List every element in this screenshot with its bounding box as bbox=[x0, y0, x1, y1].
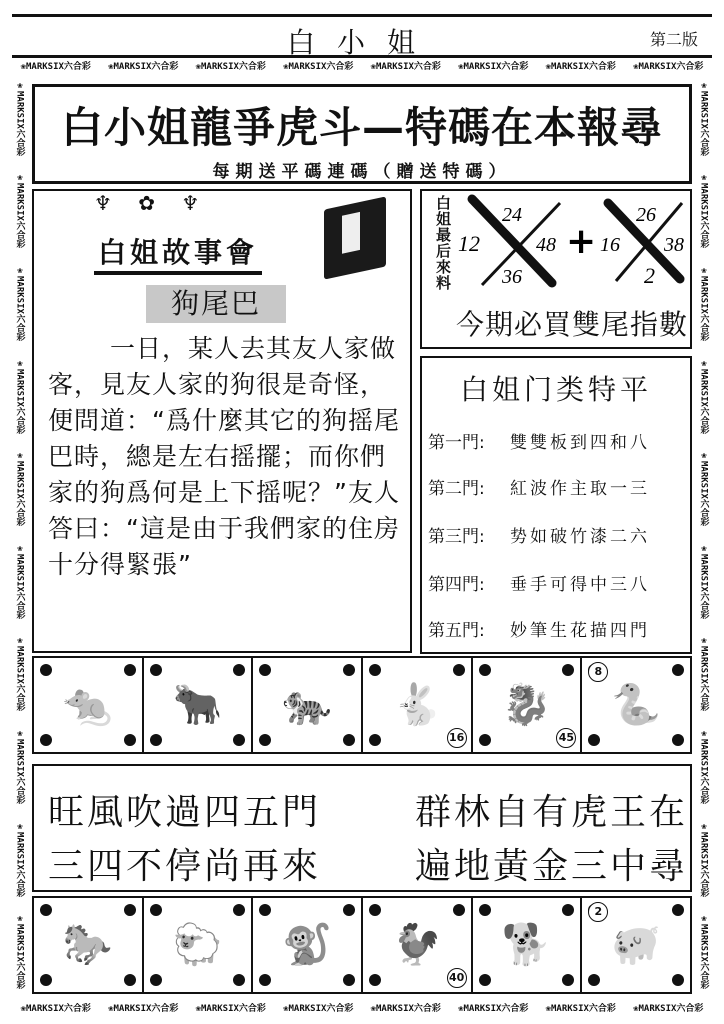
flower-icon: ❀ bbox=[545, 1003, 551, 1014]
flower-icon: ❀ bbox=[699, 728, 709, 739]
corner-dot bbox=[588, 734, 600, 746]
border-text: MARKSIX六合彩 bbox=[14, 646, 25, 712]
flower-icon: ❀ bbox=[633, 1003, 639, 1014]
zodiac-row-top bbox=[32, 656, 692, 754]
border-unit bbox=[698, 905, 711, 998]
border-unit bbox=[537, 1001, 625, 1014]
border-text: MARKSIX六合彩 bbox=[463, 1003, 529, 1014]
flower-icon: ❀ bbox=[458, 1003, 464, 1014]
border-text: MARKSIX六合彩 bbox=[375, 61, 441, 72]
flower-icon: ❀ bbox=[699, 451, 709, 462]
corner-dot bbox=[124, 904, 136, 916]
corner-dot bbox=[259, 734, 271, 746]
border-text: MARKSIX六合彩 bbox=[288, 61, 354, 72]
border-strip-top bbox=[12, 58, 712, 72]
corner-dot bbox=[150, 664, 162, 676]
corner-dot bbox=[259, 974, 271, 986]
monkey-icon: 🐒 bbox=[282, 922, 333, 968]
border-strip-bottom bbox=[12, 1000, 712, 1014]
poem-line-1b: 群林自有虎王在 bbox=[414, 792, 688, 833]
border-text: MARKSIX六合彩 bbox=[698, 553, 709, 619]
numbers-vertical-label: 白姐最后來料 bbox=[434, 195, 452, 291]
flower-icon: ❀ bbox=[20, 61, 26, 72]
border-unit bbox=[14, 720, 27, 813]
border-text: MARKSIX六合彩 bbox=[25, 1003, 91, 1014]
corner-dot bbox=[479, 664, 491, 676]
flower-icon: ❀ bbox=[283, 1003, 289, 1014]
zodiac-cell-ox bbox=[144, 658, 254, 752]
border-unit bbox=[698, 350, 711, 443]
border-text: MARKSIX六合彩 bbox=[14, 90, 25, 156]
flower-icon: ❀ bbox=[699, 173, 709, 184]
border-unit bbox=[100, 59, 188, 72]
border-strip-left bbox=[12, 72, 28, 998]
number-top-2: 26 bbox=[636, 204, 656, 226]
border-text: MARKSIX六合彩 bbox=[14, 831, 25, 897]
pig-icon: 🐖 bbox=[611, 922, 662, 968]
page-header bbox=[12, 14, 712, 58]
gate-name: 第五門: bbox=[428, 621, 485, 641]
goat-icon: 🐑 bbox=[172, 922, 223, 968]
flower-icon: ❀ bbox=[15, 173, 25, 184]
corner-dot bbox=[453, 904, 465, 916]
headline: 白小姐龍爭虎斗—特碼在本報尋 bbox=[60, 103, 663, 152]
number-left-2: 16 bbox=[600, 234, 620, 256]
border-text: MARKSIX六合彩 bbox=[288, 1003, 354, 1014]
border-text: MARKSIX六合彩 bbox=[463, 61, 529, 72]
subheadline: 每期送平碼連碼（贈送特碼） bbox=[212, 162, 512, 182]
border-text: MARKSIX六合彩 bbox=[25, 61, 91, 72]
flower-icon: ❀ bbox=[699, 358, 709, 369]
corner-dot bbox=[672, 664, 684, 676]
flower-icon: ❀ bbox=[699, 80, 709, 91]
border-text: MARKSIX六合彩 bbox=[698, 276, 709, 341]
number-bottom-1: 36 bbox=[502, 266, 522, 288]
border-text: MARKSIX六合彩 bbox=[698, 368, 709, 434]
numbers-panel bbox=[420, 189, 692, 349]
flower-icon: ❀ bbox=[699, 636, 709, 647]
corner-dot bbox=[479, 974, 491, 986]
book-icon bbox=[324, 196, 386, 279]
horse-icon: 🐎 bbox=[62, 922, 113, 968]
flower-icon: ❀ bbox=[370, 1003, 376, 1014]
corner-dot bbox=[479, 904, 491, 916]
border-unit bbox=[537, 59, 625, 72]
border-unit bbox=[275, 59, 363, 72]
border-unit bbox=[362, 59, 450, 72]
border-text: MARKSIX六合彩 bbox=[113, 61, 179, 72]
corner-dot bbox=[453, 664, 465, 676]
flower-icon: ❀ bbox=[195, 61, 201, 72]
border-unit bbox=[14, 165, 27, 258]
zodiac-cell-tiger bbox=[253, 658, 363, 752]
flower-icon: ❀ bbox=[15, 543, 25, 554]
border-unit bbox=[14, 350, 27, 443]
border-unit bbox=[187, 59, 275, 72]
border-unit bbox=[14, 72, 27, 165]
zodiac-cell-rat bbox=[34, 658, 144, 752]
border-unit bbox=[698, 442, 711, 535]
corner-dot bbox=[233, 734, 245, 746]
flower-icon: ❀ bbox=[458, 61, 464, 72]
border-unit bbox=[625, 59, 713, 72]
number-left-1: 12 bbox=[458, 231, 480, 256]
corner-dot bbox=[588, 974, 600, 986]
border-unit bbox=[625, 1001, 713, 1014]
story-panel bbox=[32, 189, 412, 653]
number-right-1: 48 bbox=[536, 234, 556, 256]
snake-icon: 🐍 bbox=[611, 682, 662, 728]
border-text: MARKSIX六合彩 bbox=[14, 924, 25, 990]
zodiac-cell-horse bbox=[34, 898, 144, 992]
poem-line-2 bbox=[48, 838, 688, 889]
border-unit bbox=[698, 257, 711, 350]
border-unit bbox=[698, 628, 711, 721]
flower-icon: ❀ bbox=[545, 61, 551, 72]
flower-icon: ❀ bbox=[15, 358, 25, 369]
gate-row bbox=[428, 428, 688, 453]
border-text: MARKSIX六合彩 bbox=[113, 1003, 179, 1014]
flower-icon: ❀ bbox=[108, 61, 114, 72]
border-unit bbox=[12, 1001, 100, 1014]
number-right-2: 38 bbox=[664, 234, 684, 256]
corner-dot bbox=[369, 904, 381, 916]
border-text: MARKSIX六合彩 bbox=[698, 183, 709, 249]
border-text: MARKSIX六合彩 bbox=[550, 1003, 616, 1014]
rat-icon: 🐀 bbox=[62, 682, 113, 728]
flower-icon: ❀ bbox=[699, 266, 709, 277]
story-column-title: 白姐故事會 bbox=[94, 231, 262, 275]
border-text: MARKSIX六合彩 bbox=[698, 738, 709, 804]
gate-text: 妙筆生花描四門 bbox=[510, 621, 650, 641]
corner-dot bbox=[124, 734, 136, 746]
zodiac-number-badge: 40 bbox=[447, 968, 467, 988]
gate-text: 紅波作主取一三 bbox=[510, 479, 650, 499]
border-strip-right bbox=[696, 72, 712, 998]
border-unit bbox=[698, 165, 711, 258]
corner-dot bbox=[343, 904, 355, 916]
border-text: MARKSIX六合彩 bbox=[698, 90, 709, 156]
border-unit bbox=[450, 59, 538, 72]
corner-dot bbox=[562, 904, 574, 916]
zodiac-cell-goat bbox=[144, 898, 254, 992]
corner-dot bbox=[40, 974, 52, 986]
flower-icon: ❀ bbox=[15, 451, 25, 462]
border-text: MARKSIX六合彩 bbox=[14, 276, 25, 341]
flower-icon: ❀ bbox=[15, 914, 25, 925]
number-bottom-2: 2 bbox=[644, 263, 655, 288]
border-unit bbox=[450, 1001, 538, 1014]
corner-dot bbox=[150, 974, 162, 986]
content-area bbox=[32, 74, 692, 998]
gate-name: 第三門: bbox=[428, 527, 485, 547]
zodiac-cell-monkey bbox=[253, 898, 363, 992]
number-top-1: 24 bbox=[502, 204, 522, 226]
corner-dot bbox=[562, 974, 574, 986]
corner-dot bbox=[369, 734, 381, 746]
zodiac-number-badge: 16 bbox=[447, 728, 467, 748]
border-text: MARKSIX六合彩 bbox=[14, 553, 25, 619]
zodiac-number-badge: 8 bbox=[588, 662, 608, 682]
flower-icon: ❀ bbox=[283, 61, 289, 72]
tiger-icon: 🐅 bbox=[282, 682, 333, 728]
corner-dot bbox=[150, 904, 162, 916]
border-unit bbox=[698, 813, 711, 906]
masthead-title: 白小姐 bbox=[286, 26, 437, 59]
zodiac-cell-dragon bbox=[473, 658, 583, 752]
border-unit bbox=[362, 1001, 450, 1014]
headline-banner bbox=[32, 84, 692, 184]
corner-dot bbox=[343, 734, 355, 746]
border-unit bbox=[698, 535, 711, 628]
page-number-label: 第二版 bbox=[649, 30, 698, 49]
corner-dot bbox=[369, 974, 381, 986]
corner-dot bbox=[40, 904, 52, 916]
zodiac-number-badge: 2 bbox=[588, 902, 608, 922]
border-text: MARKSIX六合彩 bbox=[14, 738, 25, 804]
dog-icon: 🐕 bbox=[501, 922, 552, 968]
must-buy-caption: 今期必買雙尾指數 bbox=[456, 308, 689, 341]
zodiac-cell-rooster bbox=[363, 898, 473, 992]
flower-icon: ❀ bbox=[15, 821, 25, 832]
border-unit bbox=[12, 59, 100, 72]
poem-line-2b: 遍地黃金三中尋 bbox=[414, 846, 688, 887]
flower-icon: ❀ bbox=[699, 914, 709, 925]
plus-sign: + bbox=[566, 221, 597, 262]
border-text: MARKSIX六合彩 bbox=[698, 646, 709, 712]
zodiac-cell-pig bbox=[582, 898, 690, 992]
zodiac-cell-rabbit bbox=[363, 658, 473, 752]
flower-icon: ❀ bbox=[15, 266, 25, 277]
poem-line-2a: 三四不停尚再來 bbox=[48, 846, 322, 887]
border-text: MARKSIX六合彩 bbox=[200, 1003, 266, 1014]
gate-name: 第四門: bbox=[428, 575, 485, 595]
poem-panel bbox=[32, 764, 692, 892]
gate-text: 垂手可得中三八 bbox=[510, 575, 650, 595]
flower-icon: ❀ bbox=[370, 61, 376, 72]
border-unit bbox=[187, 1001, 275, 1014]
corner-dot bbox=[233, 974, 245, 986]
corner-dot bbox=[562, 664, 574, 676]
border-text: MARKSIX六合彩 bbox=[698, 461, 709, 527]
zodiac-cell-dog bbox=[473, 898, 583, 992]
corner-dot bbox=[40, 734, 52, 746]
flower-icon: ❀ bbox=[108, 1003, 114, 1014]
border-unit bbox=[14, 813, 27, 906]
border-text: MARKSIX六合彩 bbox=[638, 1003, 704, 1014]
border-text: MARKSIX六合彩 bbox=[200, 61, 266, 72]
gate-row bbox=[428, 522, 688, 547]
border-text: MARKSIX六合彩 bbox=[14, 368, 25, 434]
flower-icon: ❀ bbox=[15, 728, 25, 739]
border-unit bbox=[698, 72, 711, 165]
corner-dot bbox=[124, 664, 136, 676]
border-text: MARKSIX六合彩 bbox=[14, 461, 25, 527]
corner-dot bbox=[672, 974, 684, 986]
gate-row bbox=[428, 570, 688, 595]
ox-icon: 🐂 bbox=[172, 682, 223, 728]
border-unit bbox=[14, 628, 27, 721]
border-text: MARKSIX六合彩 bbox=[638, 61, 704, 72]
corner-dot bbox=[124, 974, 136, 986]
corner-dot bbox=[40, 664, 52, 676]
corner-dot bbox=[369, 664, 381, 676]
gate-row bbox=[428, 616, 688, 641]
gate-name: 第二門: bbox=[428, 479, 485, 499]
gate-text: 势如破竹漆二六 bbox=[510, 527, 650, 547]
border-text: MARKSIX六合彩 bbox=[698, 924, 709, 990]
zodiac-number-badge: 45 bbox=[556, 728, 576, 748]
flower-icon: ❀ bbox=[633, 61, 639, 72]
poem-line-1a: 旺風吹過四五門 bbox=[48, 792, 322, 833]
gate-row bbox=[428, 474, 688, 499]
corner-dot bbox=[343, 974, 355, 986]
border-unit bbox=[14, 442, 27, 535]
dragon-icon: 🐉 bbox=[501, 682, 552, 728]
gates-title: 白姐门类特平 bbox=[459, 373, 652, 406]
flower-icon: ❀ bbox=[699, 543, 709, 554]
corner-dot bbox=[259, 664, 271, 676]
border-text: MARKSIX六合彩 bbox=[375, 1003, 441, 1014]
border-unit bbox=[275, 1001, 363, 1014]
border-unit bbox=[100, 1001, 188, 1014]
gate-name: 第一門: bbox=[428, 433, 485, 453]
rabbit-icon: 🐇 bbox=[391, 682, 442, 728]
flower-icon: ❀ bbox=[20, 1003, 26, 1014]
flower-icon: ❀ bbox=[15, 80, 25, 91]
story-title: 狗尾巴 bbox=[146, 285, 286, 323]
border-unit bbox=[14, 257, 27, 350]
zodiac-cell-snake bbox=[582, 658, 690, 752]
corner-dot bbox=[672, 904, 684, 916]
rooster-icon: 🐓 bbox=[391, 922, 442, 968]
border-unit bbox=[14, 905, 27, 998]
corner-dot bbox=[479, 734, 491, 746]
border-text: MARKSIX六合彩 bbox=[698, 831, 709, 897]
gate-text: 雙雙板到四和八 bbox=[510, 433, 650, 453]
flower-icon: ❀ bbox=[699, 821, 709, 832]
crossed-numbers-graphic bbox=[452, 191, 692, 303]
corner-dot bbox=[259, 904, 271, 916]
corner-dot bbox=[233, 904, 245, 916]
gates-panel bbox=[420, 356, 692, 654]
corner-dot bbox=[233, 664, 245, 676]
border-unit bbox=[698, 720, 711, 813]
story-body: 一日，某人去其友人家做客，見友人家的狗很是奇怪，便問道：“爲什麼其它的狗摇尾巴時，總是左右摇擺；而你們家的狗爲何是上下摇呢？”友人答曰：“這是由于我們家的住房十分得緊張” bbox=[48, 334, 400, 579]
corner-dot bbox=[672, 734, 684, 746]
flower-icon: ❀ bbox=[195, 1003, 201, 1014]
zodiac-row-bottom bbox=[32, 896, 692, 994]
border-unit bbox=[14, 535, 27, 628]
border-text: MARKSIX六合彩 bbox=[550, 61, 616, 72]
corner-dot bbox=[343, 664, 355, 676]
poem-line-1 bbox=[48, 784, 688, 835]
border-text: MARKSIX六合彩 bbox=[14, 183, 25, 249]
flower-icon: ❀ bbox=[15, 636, 25, 647]
corner-dot bbox=[150, 734, 162, 746]
flower-decoration-icon: ♆ ✿ ♆ bbox=[94, 191, 210, 215]
